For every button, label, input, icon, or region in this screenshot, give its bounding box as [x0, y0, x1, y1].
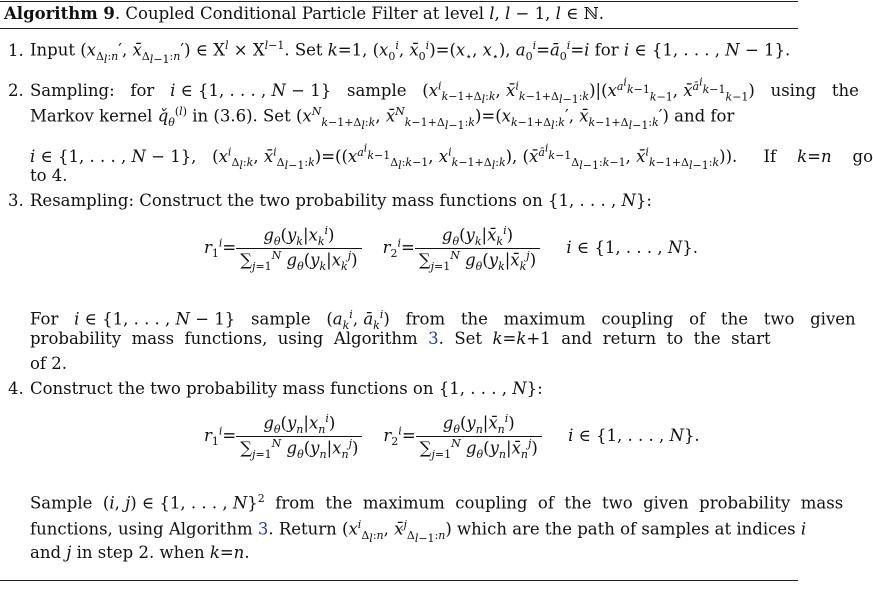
- step-4-after-3: and j in step 2. when k=n.: [30, 543, 250, 562]
- step-2-line-4: to 4.: [30, 166, 68, 185]
- bottom-rule: [0, 580, 798, 581]
- top-rule: [0, 1, 798, 2]
- step-number: 2.: [8, 81, 24, 101]
- caption-rule: [0, 28, 798, 29]
- step-number: 1.: [8, 40, 24, 60]
- step-3-after-3: of 2.: [30, 354, 68, 373]
- step-4-after-1: Sample (i, j) ∈ {1, . . . , N}$^2$ from the maximum coupling of the two given probability mass: [30, 492, 844, 513]
- caption-bold: Algorithm 9: [4, 4, 115, 23]
- step-4-after-2: functions, using Algorithm 3. Return ($x^i_{\Delta_l:n}$, x̄$^j_{\Delta_{l-1}:n}$) which are the path of samples at indices i: [30, 518, 807, 545]
- step-3-equation: $r_1^i=$ $\frac{g_\theta(y_k|x_k^i)}{\sum_{j=1}^N g_\theta(y_k|x_k^j)}$ $r_2^i=$ $\frac{g_\theta(y_k|x̄_k^i)}{\sum_{j=1}^N g_\theta(y_k|x̄_k^j)}$ i ∈ {1, . . . , N}.: [204, 224, 698, 273]
- step-4: 4. Construct the two probability mass functions on {1, . . . , N}:: [8, 377, 543, 401]
- step-2-line-3: i ∈ {1, . . . , N − 1}, ($x^i_{\Delta_l:k}$, $x̄^i_{\Delta_{l-1}:k})=((x^{a^i_{k-1}}_{\Delta_l:k-1}$, $x^i_{k-1+\Delta_l:k}$), (x̄$^{ā^i_{k-1}}_{\Delta_{l-1}:k-1}$, x̄$^i_{k-1+\Delta_{l-1}:k}$)). If k=n go: [30, 141, 873, 173]
- step-3: 3. Resampling: Construct the two probability mass functions on {1, . . . , N}:: [8, 189, 652, 213]
- algorithm-caption: [4, 4, 604, 23]
- step-3-after-1: For i ∈ {1, . . . , N − 1} sample ($a_k^i$, $ā_k^i$) from the maximum coupling of the two given: [30, 308, 856, 332]
- step-number: 3.: [8, 191, 24, 210]
- step-2: 2. Sampling: for i ∈ {1, . . . , N − 1} sample ($x^i_{k-1+\Delta_l:k}$, $x̄^i_{k-1+\Delta_{l-1}:k})|(x^{a^i_{k-1}}_{k-1}$, x̄$^{ā^i_{k-1}}_{k-1}$) using the: [8, 75, 859, 107]
- caption-text: . Coupled Conditional Particle Filter at level l, l − 1, l ∈ ℕ.: [114, 4, 604, 23]
- step-4-equation: $r_1^i=$ $\frac{g_\theta(y_n|x_n^i)}{\sum_{j=1}^N g_\theta(y_n|x_n^j)}$ $r_2^i=$ $\frac{g_\theta(y_n|x̄_n^i)}{\sum_{j=1}^N g_\theta(y_n|x̄_n^j)}$ i ∈ {1, . . . , N}.: [204, 412, 700, 461]
- step-3-after-2: probability mass functions, using Algorithm 3. Set k=k+1 and return to the start: [30, 329, 771, 348]
- step-number: 4.: [8, 379, 24, 398]
- step-1: 1. Input ($x_{\Delta_l:n}'$, $x̄_{\Delta_{l-1}:n}'$) ∈ $X^l \times X^{l-1}$. Set k=1, ($x_0^i$, $x̄_0^i)=(x_⋆$, $x_⋆$), $a_0^i=ā_0^i=i$ for i ∈ {1, . . . , N − 1}.: [8, 39, 791, 66]
- step-2-line-2: Markov kernel $q̌_\theta^{(l)}$ in (3.6). Set ($x^N_{k-1+\Delta_l:k}$, $x̄^N_{k-1+\Delta_{l-1}:k})=(x_{k-1+\Delta_l:k}'$, $x̄_{k-1+\Delta_{l-1}:k}'$) and for: [30, 105, 735, 132]
